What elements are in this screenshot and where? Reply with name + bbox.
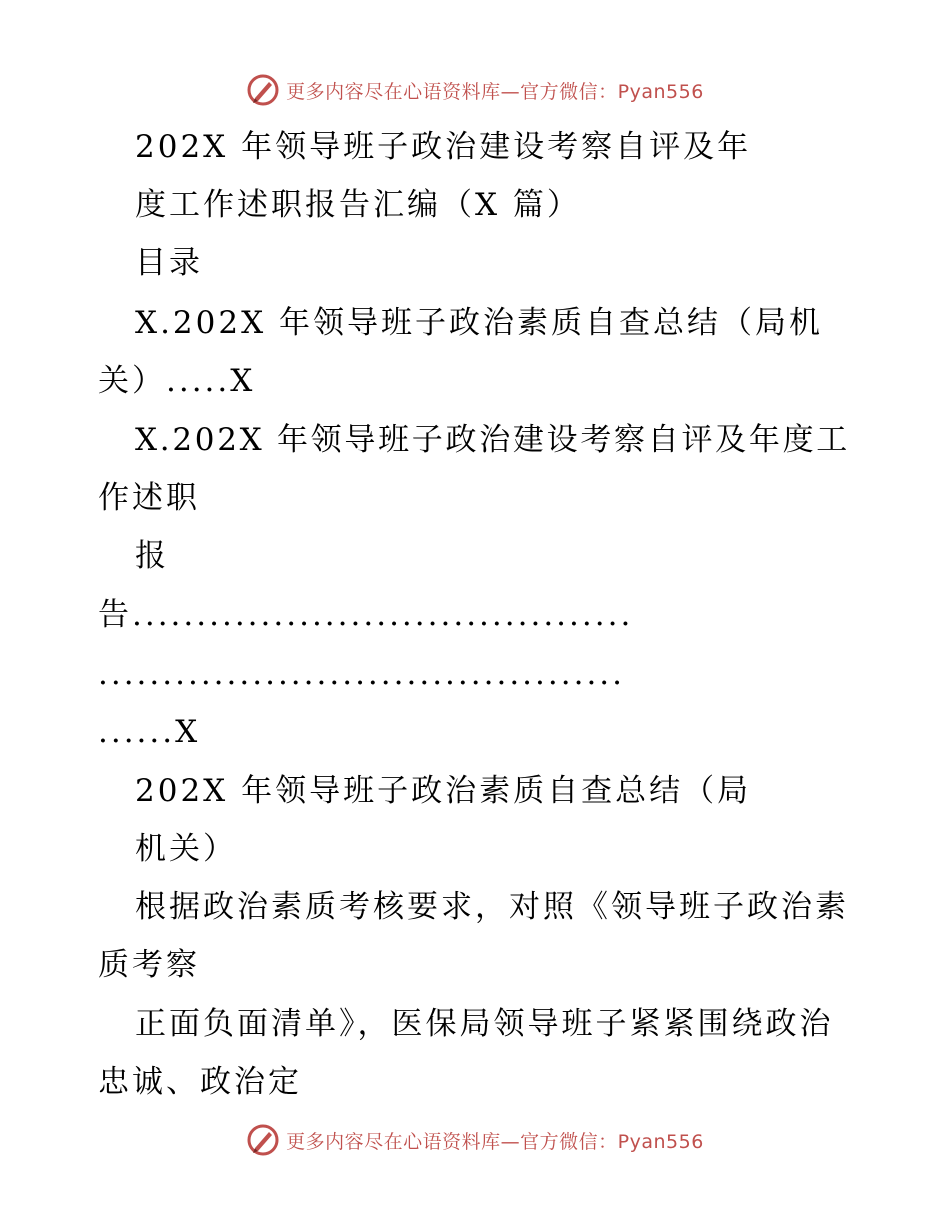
body-paragraph-line-1: 根据政治素质考核要求，对照《领导班子政治素 [135, 889, 849, 925]
section-title-line-2: 机关） [135, 831, 237, 867]
toc-entry-1-line-1: X.202X 年领导班子政治素质自查总结（局机 [135, 305, 824, 341]
footer-banner-text: 更多内容尽在心语资料库—官方微信：Pyan556 [286, 1130, 704, 1153]
pen-logo-icon [246, 73, 280, 107]
body-paragraph-line-4: 忠诚、政治定 [98, 1064, 302, 1100]
toc-entry-1-line-2: 关）.....X [98, 363, 256, 399]
section-title-line-1: 202X 年领导班子政治素质自查总结（局 [135, 773, 752, 809]
toc-entry-2-line-6: ......X [98, 714, 201, 750]
toc-entry-2-line-4: 告....................................... [98, 597, 634, 633]
body-paragraph-line-2: 质考察 [98, 947, 200, 983]
doc-title-line-2: 度工作述职报告汇编（X 篇） [135, 187, 581, 223]
header-banner [0, 70, 950, 110]
body-paragraph-line-3: 正面负面清单》，医保局领导班子紧紧围绕政治 [135, 1006, 834, 1042]
pen-logo-icon [246, 1123, 280, 1157]
doc-title-line-1: 202X 年领导班子政治建设考察自评及年 [135, 129, 752, 165]
toc-entry-2-line-1: X.202X 年领导班子政治建设考察自评及年度工 [135, 422, 851, 458]
header-banner-text: 更多内容尽在心语资料库—官方微信：Pyan556 [286, 80, 704, 103]
toc-entry-2-line-5: ......................................... [98, 656, 626, 692]
toc-entry-2-line-2: 作述职 [98, 480, 200, 516]
toc-entry-2-line-3: 报 [135, 538, 169, 574]
toc-heading: 目录 [135, 245, 203, 281]
footer-banner [0, 1120, 950, 1160]
